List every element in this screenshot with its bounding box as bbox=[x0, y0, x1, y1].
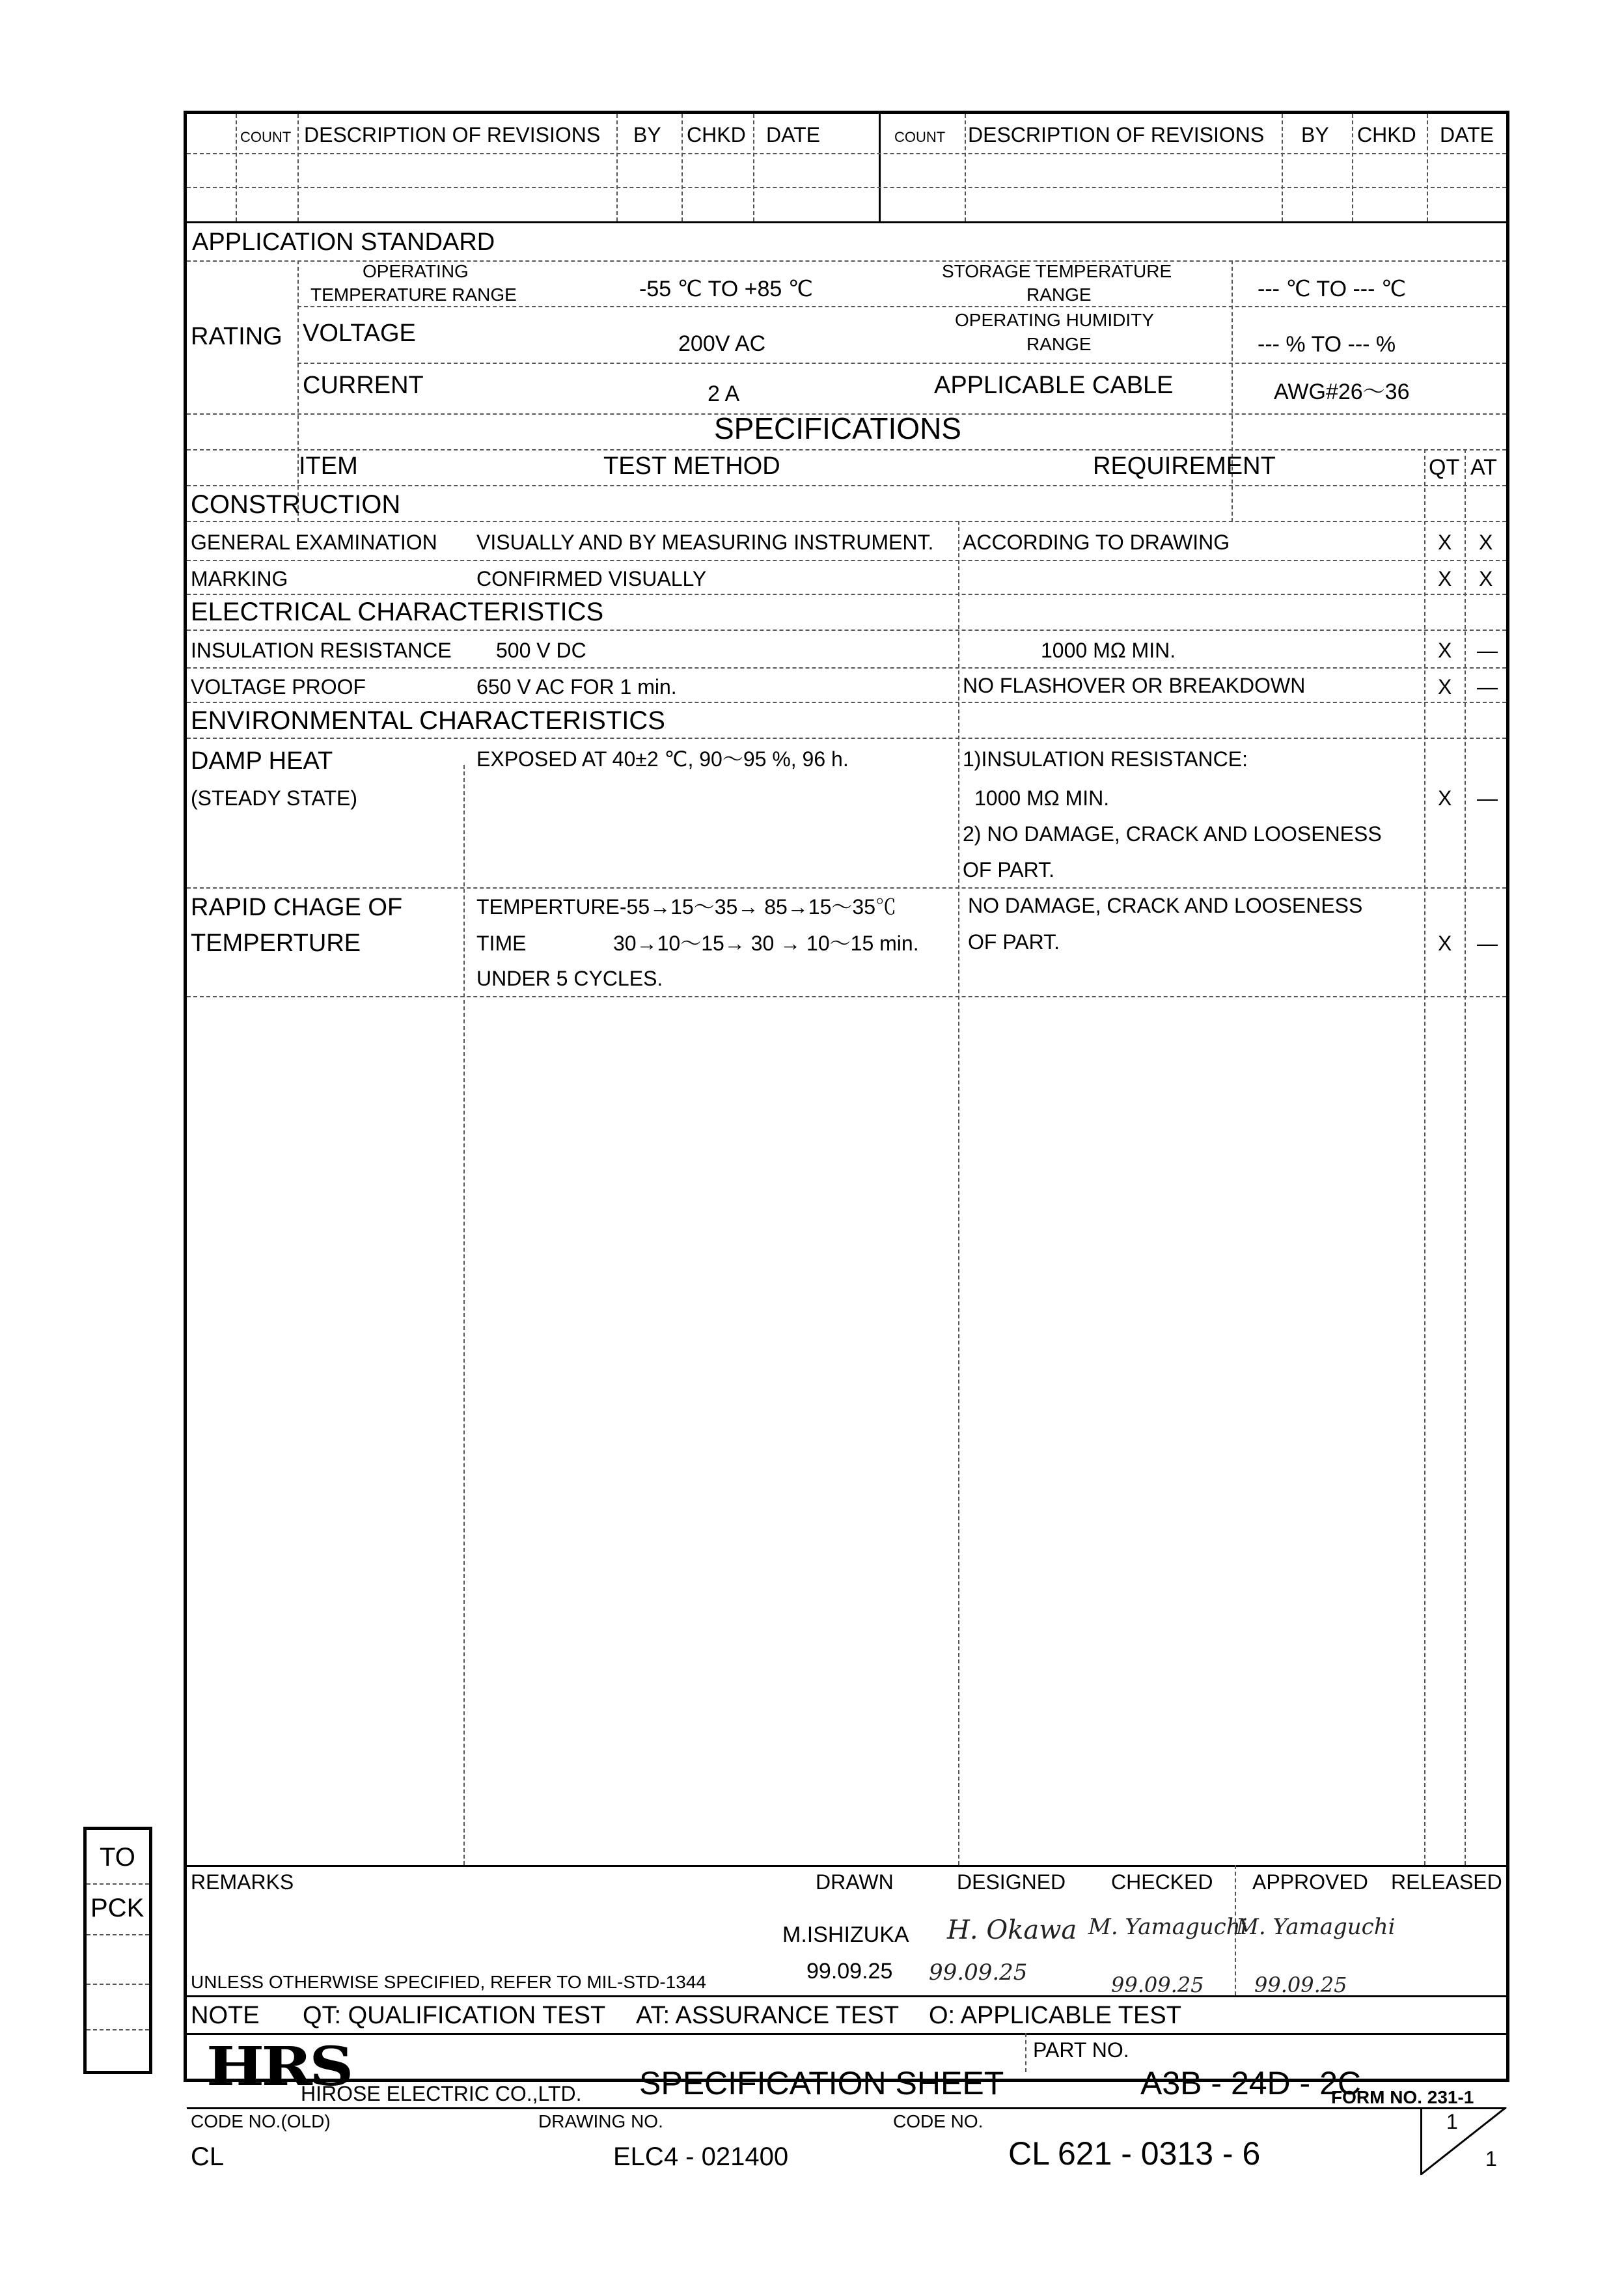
drawn-date: 99.09.25 bbox=[806, 1959, 893, 1984]
released-label: RELEASED bbox=[1391, 1870, 1502, 1894]
rev-chkd-header-left: CHKD bbox=[687, 123, 746, 146]
drawing-no-value: ELC4 - 021400 bbox=[613, 2142, 789, 2171]
op-temp-label-1: OPERATING bbox=[363, 261, 469, 281]
op-temp-value: -55 ℃ TO +85 ℃ bbox=[639, 277, 813, 301]
note-at: AT: ASSURANCE TEST bbox=[636, 2002, 900, 2029]
rev-date-header-left: DATE bbox=[766, 123, 820, 146]
specifications-title: SPECIFICATIONS bbox=[714, 411, 961, 445]
op-temp-label-2: TEMPERATURE RANGE bbox=[310, 284, 517, 305]
applicable-cable-value: AWG#26～36 bbox=[1274, 380, 1410, 404]
insulation-resistance-qt: X bbox=[1438, 639, 1452, 662]
damp-heat-item-2: (STEADY STATE) bbox=[191, 786, 358, 810]
storage-temp-label-1: STORAGE TEMPERATURE bbox=[942, 261, 1172, 281]
voltage-proof-requirement: NO FLASHOVER OR BREAKDOWN bbox=[963, 674, 1306, 697]
rev-by-header-left: BY bbox=[633, 123, 661, 146]
part-no-label: PART NO. bbox=[1033, 2038, 1129, 2062]
op-humidity-label-2: RANGE bbox=[1026, 334, 1092, 354]
remarks-label: REMARKS bbox=[191, 1870, 294, 1894]
damp-heat-req-4: OF PART. bbox=[963, 858, 1055, 881]
sheet-title: SPECIFICATION SHEET bbox=[639, 2065, 1004, 2101]
rapid-change-qt: X bbox=[1438, 932, 1452, 955]
rapid-change-req-1: NO DAMAGE, CRACK AND LOOSENESS bbox=[968, 894, 1363, 917]
marking-at: X bbox=[1479, 567, 1493, 590]
voltage-label: VOLTAGE bbox=[303, 320, 416, 347]
code-old-label: CODE NO.(OLD) bbox=[191, 2111, 331, 2131]
general-examination-requirement: ACCORDING TO DRAWING bbox=[963, 531, 1230, 554]
form-number: FORM NO. 231-1 bbox=[1331, 2087, 1474, 2107]
marking-qt: X bbox=[1438, 567, 1452, 590]
environmental-title: ENVIRONMENTAL CHARACTERISTICS bbox=[191, 706, 665, 735]
designed-label: DESIGNED bbox=[957, 1870, 1066, 1894]
damp-heat-req-3: 2) NO DAMAGE, CRACK AND LOOSENESS bbox=[963, 822, 1382, 846]
voltage-proof-method: 650 V AC FOR 1 min. bbox=[476, 675, 677, 699]
damp-heat-at: — bbox=[1477, 786, 1498, 810]
drawn-label: DRAWN bbox=[816, 1870, 894, 1894]
drawing-no-label: DRAWING NO. bbox=[538, 2111, 663, 2131]
header-requirement: REQUIREMENT bbox=[1093, 452, 1276, 480]
insulation-resistance-method: 500 V DC bbox=[496, 639, 586, 662]
storage-temp-label-2: RANGE bbox=[1026, 284, 1092, 305]
rev-by-header-right: BY bbox=[1301, 123, 1329, 146]
general-examination-item: GENERAL EXAMINATION bbox=[191, 531, 437, 554]
rapid-change-at: — bbox=[1477, 932, 1498, 955]
approved-label: APPROVED bbox=[1252, 1870, 1368, 1894]
rev-count-header-left: COUNT bbox=[240, 129, 292, 145]
mil-std-note: UNLESS OTHERWISE SPECIFIED, REFER TO MIL-STD-1344 bbox=[191, 1972, 706, 1992]
approved-signature: M. Yamaguchi bbox=[1236, 1914, 1396, 1940]
code-no-value: CL 621 - 0313 - 6 bbox=[1008, 2135, 1261, 2172]
rapid-change-method-2a: TIME bbox=[476, 932, 527, 955]
general-examination-method: VISUALLY AND BY MEASURING INSTRUMENT. bbox=[476, 531, 934, 554]
rapid-change-method-1: TEMPERTURE-55→15～35→ 85→15～35℃ bbox=[476, 895, 896, 919]
checked-signature: M. Yamaguchi bbox=[1088, 1914, 1248, 1940]
applicable-cable-label: APPLICABLE CABLE bbox=[934, 372, 1174, 399]
rev-chkd-header-right: CHKD bbox=[1357, 123, 1416, 146]
routing-box bbox=[83, 1827, 152, 2074]
rapid-change-item-1: RAPID CHAGE OF bbox=[191, 894, 403, 921]
rapid-change-item-2: TEMPERTURE bbox=[191, 930, 361, 957]
drawn-name: M.ISHIZUKA bbox=[782, 1922, 909, 1947]
current-label: CURRENT bbox=[303, 372, 424, 399]
insulation-resistance-requirement: 1000 MΩ MIN. bbox=[1041, 639, 1176, 662]
voltage-proof-qt: X bbox=[1438, 675, 1452, 699]
checked-label: CHECKED bbox=[1111, 1870, 1213, 1894]
general-examination-at: X bbox=[1479, 531, 1493, 554]
company-name: HIROSE ELECTRIC CO.,LTD. bbox=[301, 2082, 582, 2105]
construction-title: CONSTRUCTION bbox=[191, 490, 401, 519]
designed-signature: H. Okawa bbox=[947, 1915, 1077, 1945]
designed-date: 99.09.25 bbox=[929, 1960, 1028, 1986]
storage-temp-value: --- ℃ TO --- ℃ bbox=[1258, 277, 1407, 301]
op-humidity-value: --- % TO --- % bbox=[1258, 332, 1396, 357]
page-number: 1 bbox=[1446, 2110, 1458, 2133]
header-at: AT bbox=[1470, 455, 1497, 480]
voltage-proof-at: — bbox=[1477, 675, 1498, 699]
voltage-proof-item: VOLTAGE PROOF bbox=[191, 675, 366, 699]
header-qt: QT bbox=[1429, 455, 1460, 480]
header-item: ITEM bbox=[299, 452, 358, 480]
rating-label: RATING bbox=[191, 323, 282, 350]
code-old-value: CL bbox=[191, 2142, 225, 2171]
rapid-change-method-2b: 30→10～15→ 30 → 10～15 min. bbox=[613, 932, 919, 955]
insulation-resistance-item: INSULATION RESISTANCE bbox=[191, 639, 452, 662]
rapid-change-method-3: UNDER 5 CYCLES. bbox=[476, 967, 663, 990]
part-no: A3B - 24D - 2C bbox=[1140, 2065, 1362, 2101]
to-label: TO bbox=[100, 1843, 135, 1872]
general-examination-qt: X bbox=[1438, 531, 1452, 554]
note-qt: QT: QUALIFICATION TEST bbox=[303, 2002, 606, 2029]
rev-description-header-right: DESCRIPTION OF REVISIONS bbox=[968, 123, 1265, 146]
rev-count-header-right: COUNT bbox=[894, 129, 946, 145]
rev-description-header-left: DESCRIPTION OF REVISIONS bbox=[304, 123, 601, 146]
damp-heat-req-2: 1000 MΩ MIN. bbox=[974, 786, 1110, 810]
damp-heat-qt: X bbox=[1438, 786, 1452, 810]
code-no-label: CODE NO. bbox=[893, 2111, 984, 2131]
damp-heat-req-1: 1)INSULATION RESISTANCE: bbox=[963, 747, 1248, 771]
damp-heat-item-1: DAMP HEAT bbox=[191, 747, 333, 775]
rapid-change-req-2: OF PART. bbox=[968, 930, 1060, 954]
note-applicable: O: APPLICABLE TEST bbox=[929, 2002, 1181, 2029]
hrs-logo: HRS bbox=[206, 2036, 351, 2098]
damp-heat-method: EXPOSED AT 40±2 ℃, 90～95 %, 96 h. bbox=[476, 747, 849, 771]
rev-date-header-right: DATE bbox=[1440, 123, 1494, 146]
pck-label: PCK bbox=[90, 1894, 145, 1922]
approved-date: 99.09.25 bbox=[1254, 1973, 1347, 1997]
current-value: 2 A bbox=[708, 381, 740, 406]
electrical-title: ELECTRICAL CHARACTERISTICS bbox=[191, 598, 604, 626]
checked-date: 99.09.25 bbox=[1111, 1973, 1204, 1997]
application-standard-title: APPLICATION STANDARD bbox=[192, 228, 495, 256]
op-humidity-label-1: OPERATING HUMIDITY bbox=[955, 310, 1154, 330]
voltage-value: 200V AC bbox=[678, 331, 766, 356]
page-total: 1 bbox=[1485, 2147, 1497, 2170]
marking-method: CONFIRMED VISUALLY bbox=[476, 567, 707, 590]
note-label: NOTE bbox=[191, 2002, 260, 2029]
marking-item: MARKING bbox=[191, 567, 288, 590]
header-test-method: TEST METHOD bbox=[603, 452, 780, 480]
insulation-resistance-at: — bbox=[1477, 639, 1498, 662]
